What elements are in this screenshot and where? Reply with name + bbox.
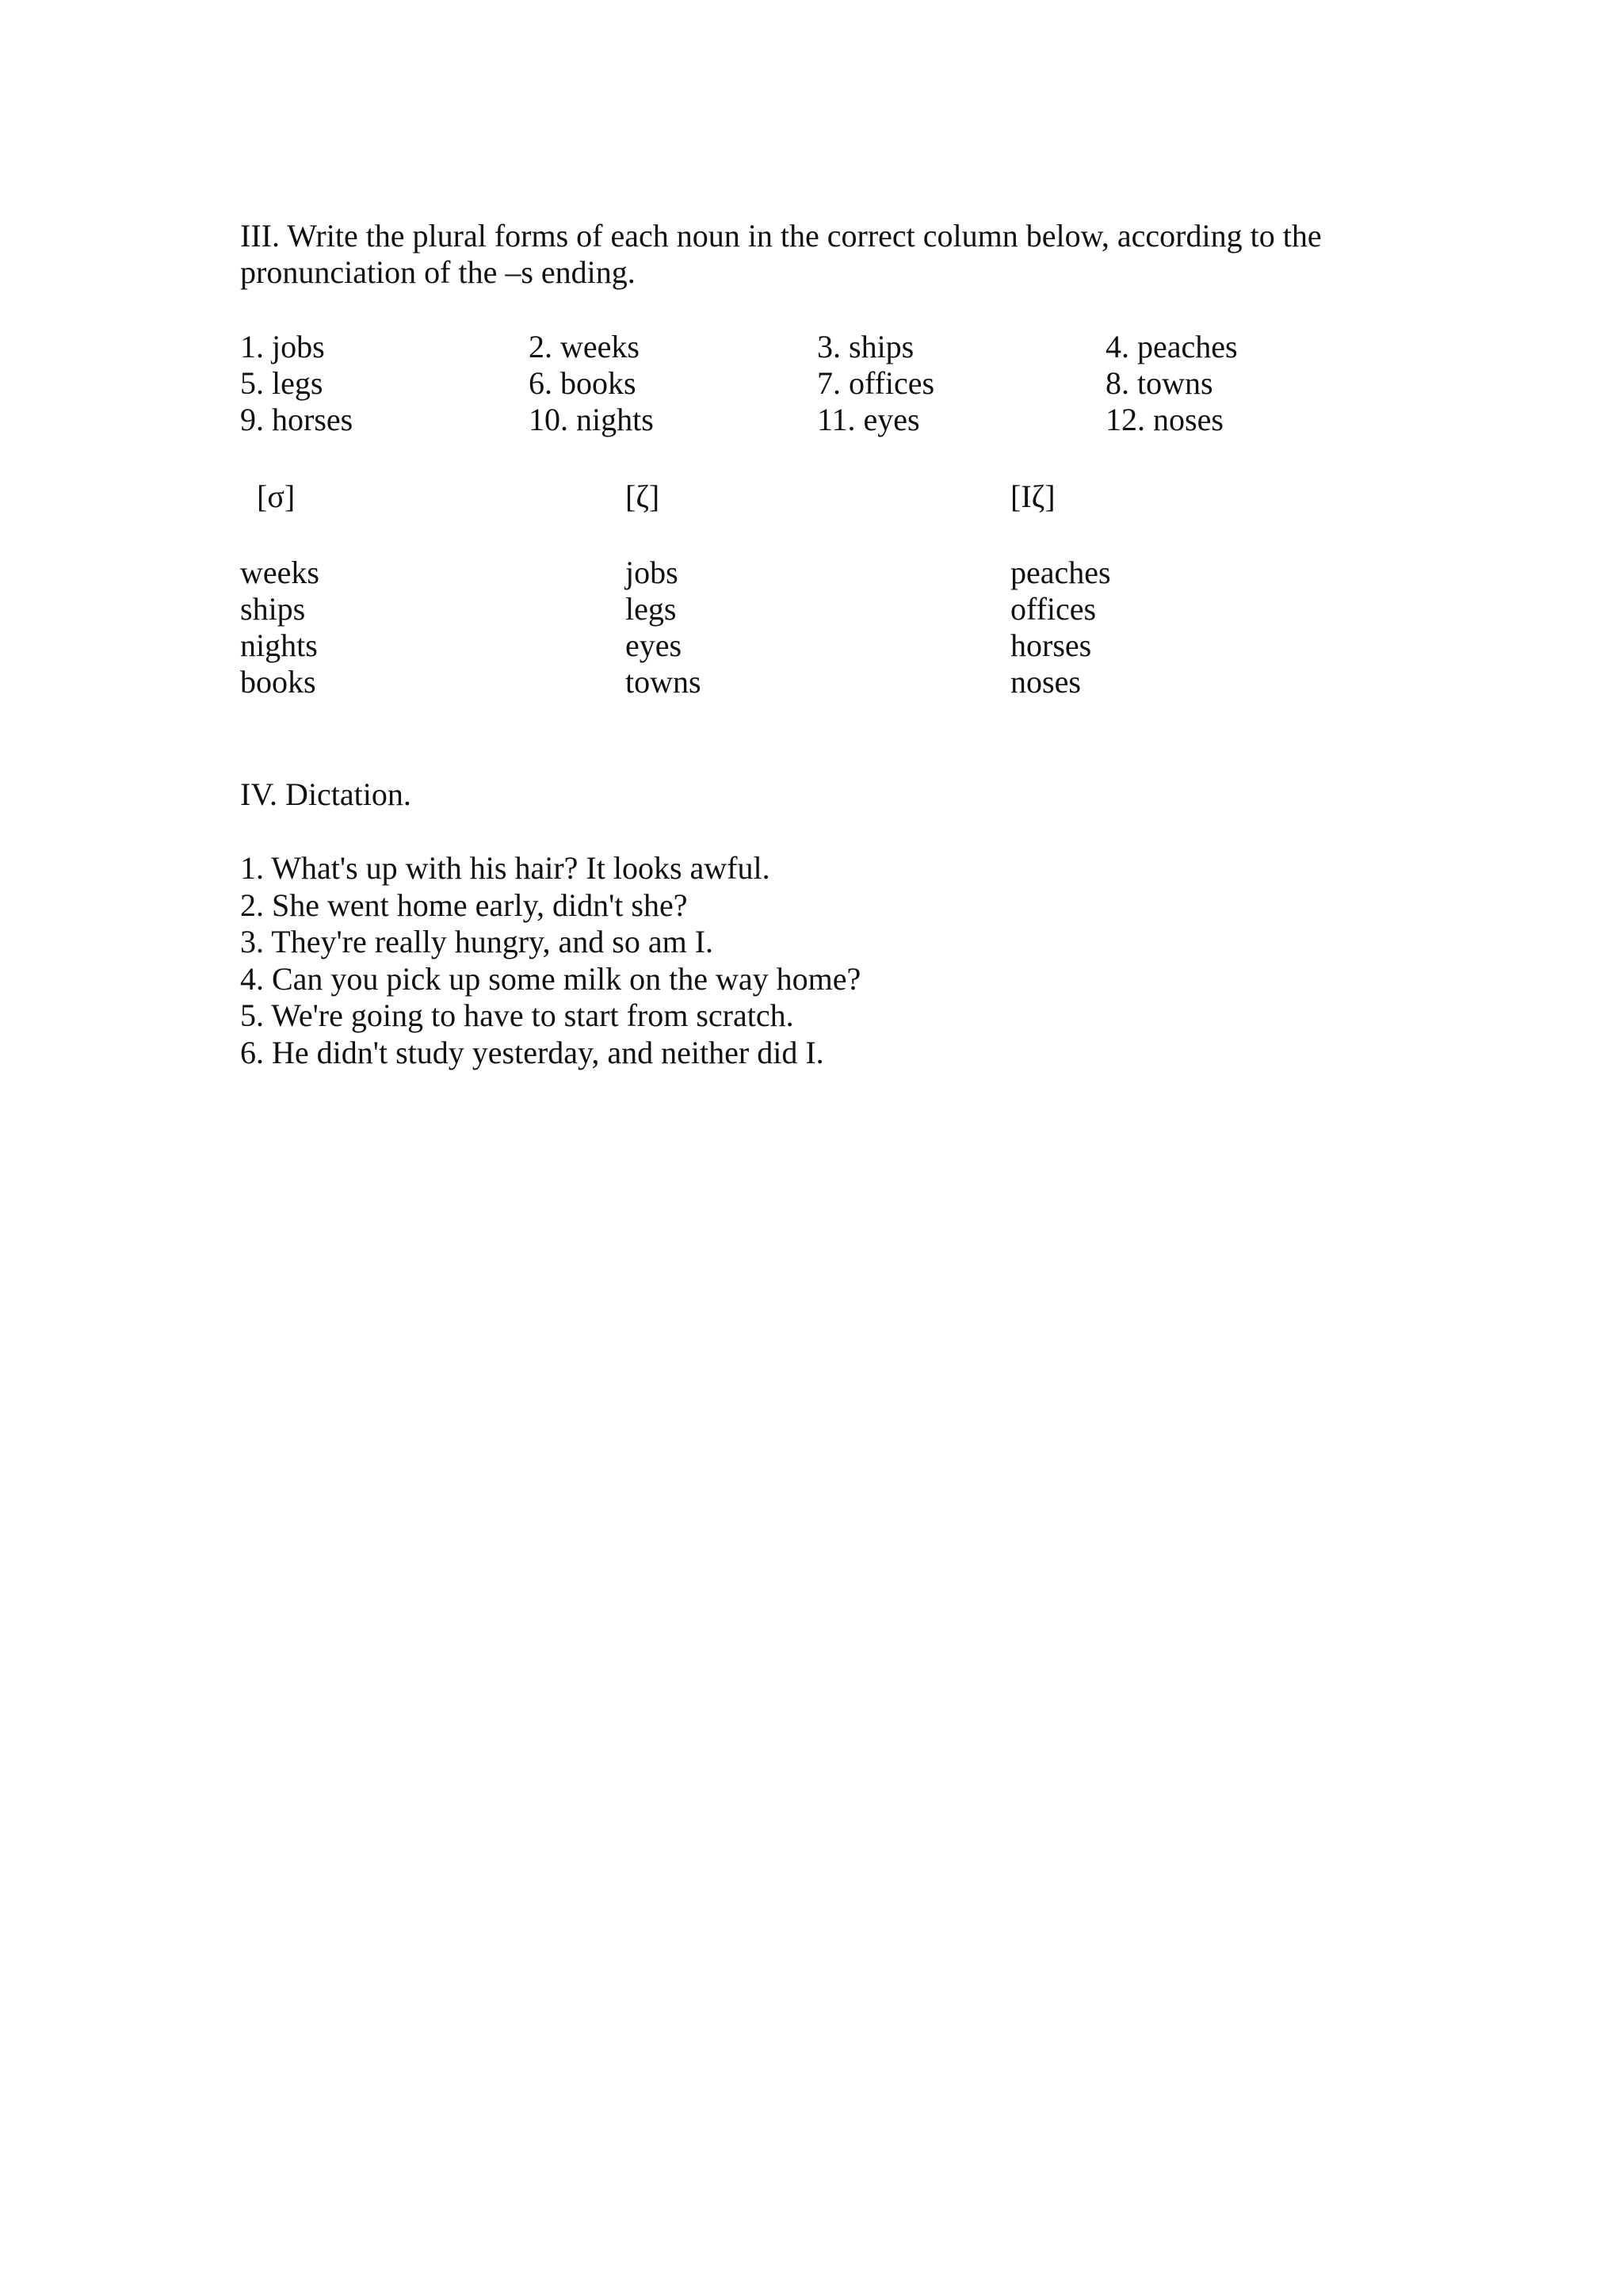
category-header-s: [σ] — [257, 479, 296, 514]
noun-item: 3. ships — [817, 329, 915, 364]
category-word: weeks — [240, 555, 319, 590]
category-column-s — [240, 555, 557, 700]
category-word: books — [240, 664, 316, 700]
category-word: ships — [240, 591, 306, 627]
noun-item: 9. horses — [240, 402, 353, 437]
dictation-sentence: 4. Can you pick up some milk on the way home? — [240, 960, 861, 997]
noun-item: 5. legs — [240, 365, 323, 401]
exercise-4-title: IV. Dictation. — [240, 776, 411, 812]
dictation-sentence: 1. What's up with his hair? It looks awful. — [240, 850, 770, 886]
noun-row — [240, 365, 1429, 402]
category-word: peaches — [1010, 555, 1111, 590]
exercise-3-instructions: III. Write the plural forms of each noun in the correct column below, according to the pronunciation of the –s ending. — [240, 218, 1322, 290]
dictation-sentence: 2. She went home early, didn't she? — [240, 887, 688, 923]
category-word: legs — [625, 591, 677, 627]
category-column-iz — [1010, 555, 1327, 700]
category-header-iz: [Iζ] — [1010, 479, 1056, 514]
noun-item: 7. offices — [817, 365, 935, 401]
category-word: noses — [1010, 664, 1081, 700]
dictation-list — [240, 850, 1429, 1071]
noun-item: 8. towns — [1106, 365, 1213, 401]
noun-item: 11. eyes — [817, 402, 920, 437]
noun-item: 6. books — [529, 365, 636, 401]
noun-item: 2. weeks — [529, 329, 640, 364]
noun-row — [240, 329, 1429, 365]
dictation-sentence: 3. They're really hungry, and so am I. — [240, 924, 714, 959]
category-word: offices — [1010, 591, 1097, 627]
noun-item: 1. jobs — [240, 329, 325, 364]
noun-row — [240, 402, 1429, 438]
category-word: towns — [625, 664, 701, 700]
category-header-z: [ζ] — [625, 479, 660, 514]
noun-item: 10. nights — [529, 402, 654, 437]
category-word: jobs — [625, 555, 678, 590]
category-column-z — [625, 555, 942, 700]
noun-list — [240, 329, 1429, 438]
dictation-sentence: 5. We're going to have to start from scratch. — [240, 997, 794, 1033]
noun-item: 12. noses — [1106, 402, 1224, 437]
category-word: eyes — [625, 627, 682, 663]
category-word: nights — [240, 627, 318, 663]
category-word: horses — [1010, 627, 1092, 663]
noun-item: 4. peaches — [1106, 329, 1238, 364]
dictation-sentence: 6. He didn't study yesterday, and neither did I. — [240, 1034, 824, 1070]
